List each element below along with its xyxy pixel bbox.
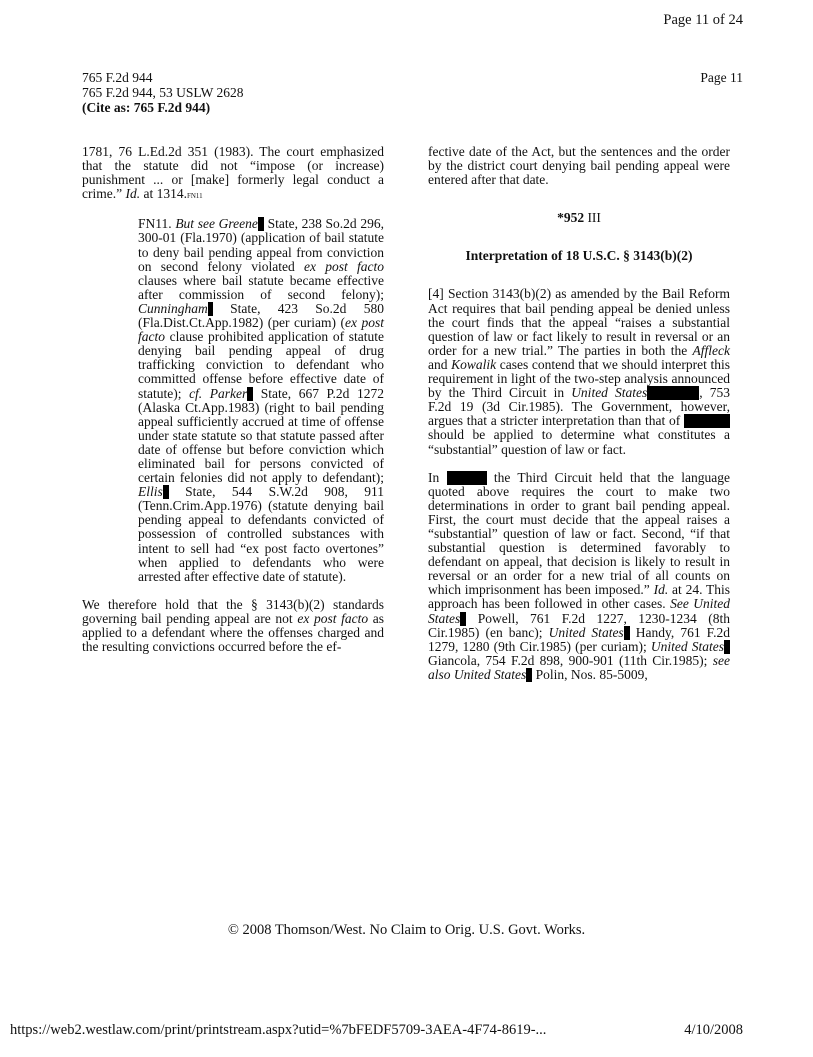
redaction-box	[647, 386, 699, 400]
print-date: 4/10/2008	[684, 1022, 743, 1038]
print-url[interactable]: https://web2.westlaw.com/print/printstream.aspx?utid=%7bFEDF5709-3AEA-4F74-8619-...	[10, 1022, 547, 1038]
paragraph: We therefore hold that the § 3143(b)(2) standards governing bail pending appeal are not ex post facto as applied to a defendant where the offenses charged and the resulting convictions occurred before the ef-	[82, 596, 385, 655]
redaction-box	[447, 471, 487, 485]
right-column	[428, 145, 730, 682]
citation-line-1: 765 F.2d 944	[82, 70, 153, 85]
citation-header	[82, 70, 244, 115]
section-number: *952 III	[557, 210, 601, 226]
redaction-box	[684, 414, 730, 428]
citation-line-2: 765 F.2d 944, 53 USLW 2628	[82, 85, 244, 100]
paragraph: In the Third Circuit held that the language quoted above requires the court to make two determinations in order to grant bail pending appeal. First, the court must decide that the appeal raises a “substantial” question of law or fact. Second, “if that substantial question is determined favorably to defendant on appeal, that decision is likely to result in reversal or an order for a new trial of all counts on which imprisonment has been imposed.” Id. at 24. This approach has been followed in other cases. See United States Powell, 761 F.2d 1227, 1230-1234 (8th Cir.1985) (en banc); United States Handy, 761 F.2d 1279, 1280 (9th Cir.1985) (per curiam); United States Giancola, 754 F.2d 898, 900-901 (11th Cir.1985); see also United States Polin, Nos. 85-5009,	[428, 469, 730, 682]
star-page: *952	[557, 210, 585, 226]
paragraph: [4] Section 3143(b)(2) as amended by the Bail Reform Act requires that bail pending appeal be denied unless the court finds that the appeal “raises a substantial question of law or fact likely to result in reversal or an order for a new trial.” The parties in both the Affleck and Kowalik cases contend that we should interpret this requirement in light of the two-step analysis announced by the Third Circuit in United States , 753 F.2d 19 (3d Cir.1985). The Government, however, argues that a stricter interpretation than that of should be applied to determine what constitutes a “substantial” question of law or fact.	[428, 286, 730, 457]
left-column	[82, 145, 384, 654]
redaction-box	[724, 640, 730, 654]
paragraph: fective date of the Act, but the sentences and the order by the district court denying bail pending appeal were entered after that date.	[428, 144, 730, 188]
footnote-ref[interactable]: FN11	[186, 192, 203, 201]
page-count: Page 11 of 24	[663, 12, 743, 28]
copyright-footer: © 2008 Thomson/West. No Claim to Orig. U.S. Govt. Works.	[227, 922, 586, 938]
section-title: Interpretation of 18 U.S.C. § 3143(b)(2)	[465, 248, 693, 264]
footnote: FN11. But see Greene State, 238 So.2d 296, 300-01 (Fla.1970) (application of bail statute to deny bail pending appeal from conviction on second felony violated ex post facto clauses where bail statute became effective after commission of second felony); Cunningham State, 423 So.2d 580 (Fla.Dist.Ct.App.1982) (per curiam) (ex post facto clause prohibited application of statute denying bail pending appeal of drug trafficking conviction to defendant who committed offense before effective date of statute); cf. Parker State, 667 P.2d 1272 (Alaska Ct.App.1983) (right to bail pending appeal sufficiently accrued at time of offense under state statute so that statute passed after date of offense but before conviction which eliminated bail for persons convicted of certain felonies did not apply to defendant); Ellis State, 544 S.W.2d 908, 911 (Tenn.Crim.App.1976) (statute denying bail pending appeal to defendants convicted of possession of controlled substances with intent to sell had “ex post facto overtones” when applied to defendants who were arrested after effective date of statute).	[138, 216, 384, 584]
citation-line-3: (Cite as: 765 F.2d 944)	[82, 100, 211, 115]
page-label: Page 11	[700, 70, 743, 85]
paragraph: 1781, 76 L.Ed.2d 351 (1983). The court emphasized that the statute did not “impose (or increase) punishment ... or [make] formerly legal conduct a crime.” Id. at 1314.FN11	[82, 144, 384, 202]
